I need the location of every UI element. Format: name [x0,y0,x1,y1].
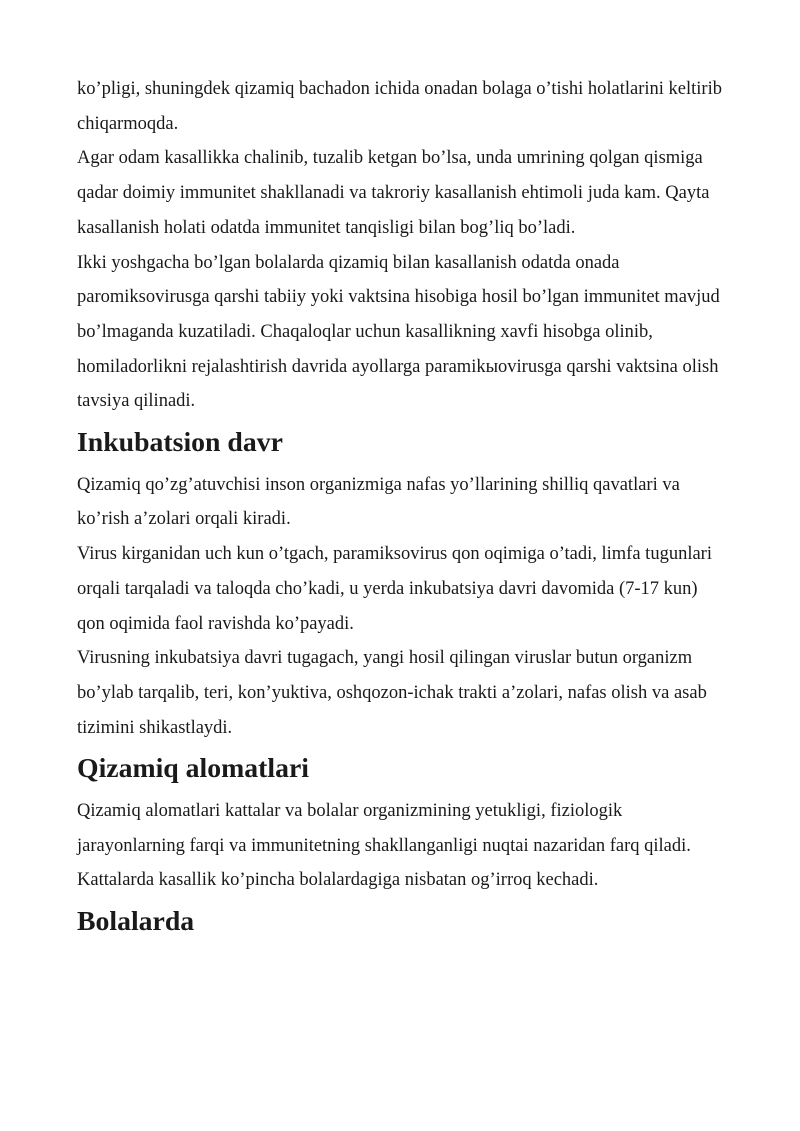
paragraph-symptoms-differences: Qizamiq alomatlari kattalar va bolalar organizmining yetukligi, fiziologik jarayonlarning farqi va immunitetning shakllanganligi nuqtai nazaridan farq qiladi. Kattalarda kasallik ko’pincha bolalardagiga nisbatan og’irroq kechadi. [77,801,691,891]
heading-symptoms: Qizamiq alomatlari [77,753,309,785]
paragraph-intro-continuation: ko’pligi, shuningdek qizamiq bachadon ichida onadan bolaga o’tishi holatlarini keltirib chiqarmoqda. [77,79,722,134]
heading-incubation-period: Inkubatsion davr [77,427,283,459]
paragraph-lifelong-immunity: Agar odam kasallikka chalinib, tuzalib ketgan bo’lsa, unda umrining qolgan qismiga qadar doimiy immunitet shakllanadi va takroriy kasallanish ehtimoli juda kam. Qayta kasallanish holati odatda immunitet tanqisligi bilan bog’liq bo’ladi. [77,148,710,238]
heading-in-children: Bolalarda [77,906,195,938]
document-page [77,72,727,940]
paragraph-virus-spread: Virus kirganidan uch kun o’tgach, paramiksovirus qon oqimiga o’tadi, limfa tugunlari orqali tarqaladi va taloqda cho’kadi, u yerda inkubatsiya davri davomida (7-17 kun) qon oqimida faol ravishda ko’payadi. [77,544,712,634]
paragraph-virus-entry: Qizamiq qo’zg’atuvchisi inson organizmiga nafas yo’llarining shilliq qavatlari va ko’rish a’zolari orqali kiradi. [77,474,680,530]
paragraph-infants-under-two: Ikki yoshgacha bo’lgan bolalarda qizamiq bilan kasallanish odatda onada paromiksovirusga qarshi tabiiy yoki vaktsina hisobiga hosil bo’lgan immunitet mavjud bo’lmaganda kuzatiladi. Chaqaloqlar uchun kasallikning xavfi hisobga olinib, homiladorlikni rejalashtirish davrida ayollarga paramikыovirusga qarshi vaktsina olish tavsiya qilinadi. [77,252,720,412]
paragraph-incubation-end: Virusning inkubatsiya davri tugagach, yangi hosil qilingan viruslar butun organizm bo’ylab tarqalib, teri, kon’yuktiva, oshqozon-ichak trakti a’zolari, nafas olish va asab tizimini shikastlaydi. [77,648,707,738]
